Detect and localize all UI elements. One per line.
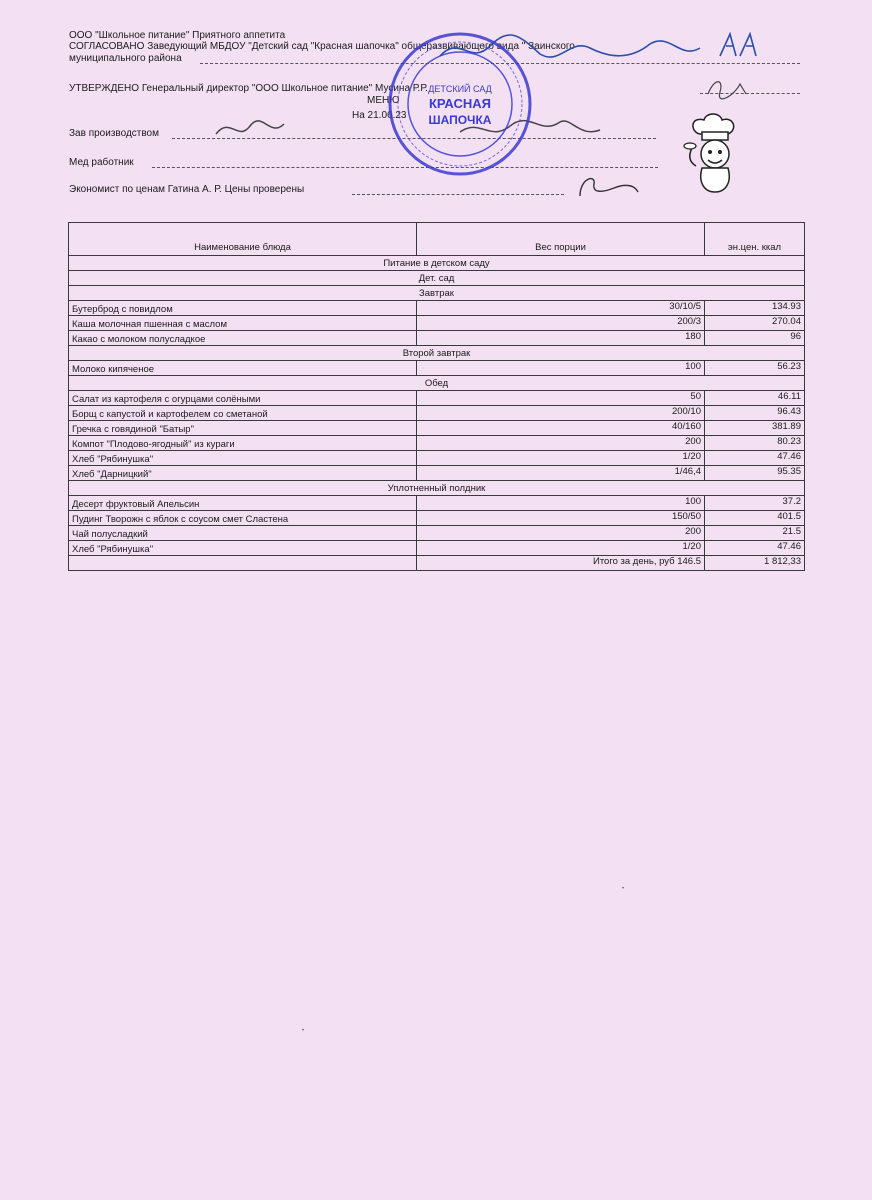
energy-kcal: 381.89 — [705, 421, 805, 436]
med-worker-label: Мед работник — [69, 157, 134, 168]
section-title: Дет. сад — [69, 271, 805, 286]
menu-title: МЕНЮ — [367, 95, 400, 106]
portion-weight: 150/50 — [417, 511, 705, 526]
portion-weight: 200/10 — [417, 406, 705, 421]
dish-name: Хлеб "Рябинушка" — [69, 541, 417, 556]
portion-weight: 200 — [417, 526, 705, 541]
menu-table — [68, 222, 805, 571]
dish-name: Бутерброд с повидлом — [69, 301, 417, 316]
total-kcal: 1 812,33 — [705, 556, 805, 571]
portion-weight: 1/20 — [417, 541, 705, 556]
scan-speck: • — [622, 886, 625, 892]
total-label: Итого за день, руб 146.5 — [417, 556, 705, 571]
table-row — [69, 316, 805, 331]
signature-approved — [700, 74, 760, 102]
dish-name: Салат из картофеля с огурцами солёными — [69, 391, 417, 406]
energy-kcal: 47.46 — [705, 541, 805, 556]
section-title: Уплотненный полдник — [69, 481, 805, 496]
economist-label: Экономист по ценам Гатина А. Р. Цены проверены — [69, 184, 305, 195]
dish-name: Пудинг Творожн с яблок с соусом смет Сластена — [69, 511, 417, 526]
section-title: Завтрак — [69, 286, 805, 301]
svg-text:КРАСНАЯ: КРАСНАЯ — [428, 96, 492, 111]
portion-weight: 50 — [417, 391, 705, 406]
dish-name: Какао с молоком полусладкое — [69, 331, 417, 346]
table-row — [69, 361, 805, 376]
table-row — [69, 331, 805, 346]
portion-weight: 100 — [417, 361, 705, 376]
energy-kcal: 37.2 — [705, 496, 805, 511]
svg-text:ДЕТСКИЙ САД: ДЕТСКИЙ САД — [428, 84, 492, 94]
dish-name: Борщ с капустой и картофелем со сметаной — [69, 406, 417, 421]
table-row — [69, 541, 805, 556]
total-empty-cell — [69, 556, 417, 571]
section-title: Питание в детском саду — [69, 256, 805, 271]
table-row — [69, 391, 805, 406]
dish-name: Компот "Плодово-ягодный" из кураги — [69, 436, 417, 451]
dish-name: Хлеб "Дарницкий" — [69, 466, 417, 481]
section-title: Обед — [69, 376, 805, 391]
table-row — [69, 451, 805, 466]
energy-kcal: 134.93 — [705, 301, 805, 316]
energy-kcal: 270.04 — [705, 316, 805, 331]
section-row — [69, 376, 805, 391]
section-row — [69, 286, 805, 301]
energy-kcal: 96 — [705, 331, 805, 346]
column-header-kcal: эн.цен. ккал — [705, 223, 805, 256]
portion-weight: 1/20 — [417, 451, 705, 466]
economist-line — [352, 194, 564, 195]
table-row — [69, 436, 805, 451]
table-row — [69, 496, 805, 511]
agreed-line-2: муниципального района — [69, 53, 182, 64]
agreed-line: СОГЛАСОВАНО Заведующий МБДОУ "Детский сад "Красная шапочка" общеразвивающего вида " Заинского — [69, 41, 575, 52]
dish-name: Хлеб "Рябинушка" — [69, 451, 417, 466]
approved-line: УТВЕРЖДЕНО Генеральный директор "ООО Школьное питание" Мусина Р.Р. — [69, 83, 428, 94]
production-head-label: Зав производством — [69, 128, 159, 139]
dish-name: Десерт фруктовый Апельсин — [69, 496, 417, 511]
section-row — [69, 271, 805, 286]
table-row — [69, 511, 805, 526]
svg-text:ШАПОЧКА: ШАПОЧКА — [428, 113, 492, 127]
table-row — [69, 421, 805, 436]
dish-name: Каша молочная пшенная с маслом — [69, 316, 417, 331]
portion-weight: 200/3 — [417, 316, 705, 331]
kindergarten-stamp — [376, 28, 540, 178]
table-row — [69, 526, 805, 541]
portion-weight: 100 — [417, 496, 705, 511]
section-row — [69, 481, 805, 496]
table-row — [69, 406, 805, 421]
table-row — [69, 466, 805, 481]
energy-kcal: 401.5 — [705, 511, 805, 526]
signature-economist — [574, 170, 644, 206]
total-row — [69, 556, 805, 571]
portion-weight: 200 — [417, 436, 705, 451]
dish-name: Молоко кипяченое — [69, 361, 417, 376]
portion-weight: 180 — [417, 331, 705, 346]
table-header-row — [69, 223, 805, 256]
company-name: ООО "Школьное питание" Приятного аппетита — [69, 30, 286, 41]
section-row — [69, 256, 805, 271]
energy-kcal: 56.23 — [705, 361, 805, 376]
menu-date: На 21.06.23 — [352, 110, 407, 121]
energy-kcal: 21.5 — [705, 526, 805, 541]
energy-kcal: 47.46 — [705, 451, 805, 466]
energy-kcal: 95.35 — [705, 466, 805, 481]
section-row — [69, 346, 805, 361]
table-row — [69, 301, 805, 316]
column-header-weight: Вес порции — [417, 223, 705, 256]
energy-kcal: 80.23 — [705, 436, 805, 451]
portion-weight: 30/10/5 — [417, 301, 705, 316]
section-title: Второй завтрак — [69, 346, 805, 361]
dish-name: Чай полусладкий — [69, 526, 417, 541]
column-header-dish: Наименование блюда — [69, 223, 417, 256]
scan-speck: • — [302, 1028, 305, 1034]
dish-name: Гречка с говядиной "Батыр" — [69, 421, 417, 436]
energy-kcal: 46.11 — [705, 391, 805, 406]
portion-weight: 40/160 — [417, 421, 705, 436]
chef-mascot-icon — [680, 112, 750, 194]
portion-weight: 1/46,4 — [417, 466, 705, 481]
energy-kcal: 96.43 — [705, 406, 805, 421]
